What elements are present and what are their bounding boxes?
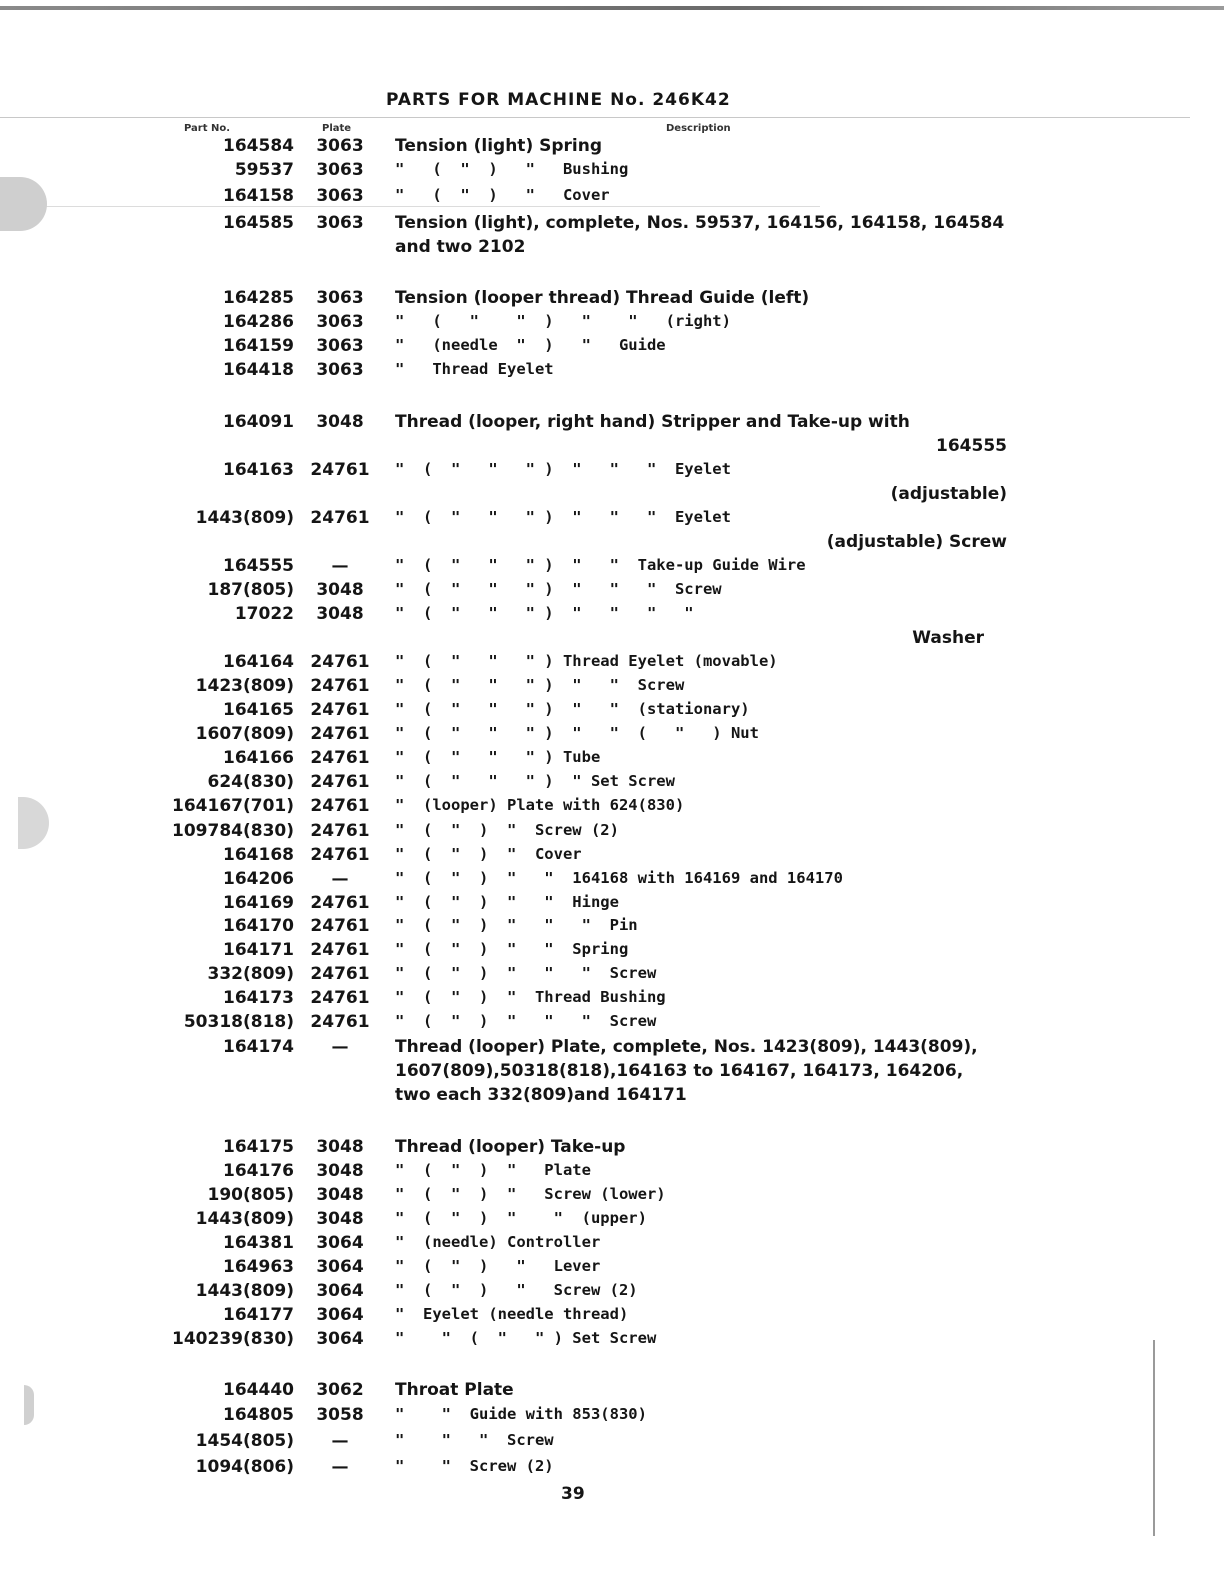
part-number: 1094(806)	[195, 1457, 294, 1477]
table-row	[0, 964, 1224, 988]
plate-number: 3063	[316, 360, 364, 380]
table-row	[0, 136, 1224, 160]
part-number: 1423(809)	[195, 676, 294, 696]
table-row	[0, 186, 1224, 210]
part-description: " " " Screw	[395, 1431, 554, 1449]
part-description: " ( " ) " " (upper)	[395, 1209, 647, 1227]
part-number: 164176	[223, 1161, 294, 1181]
part-number: 164585	[223, 213, 294, 233]
table-row	[0, 988, 1224, 1012]
part-description: " ( " ) " Screw (2)	[395, 1281, 638, 1299]
table-row	[0, 360, 1224, 384]
table-row	[0, 160, 1224, 184]
plate-number: 3063	[316, 213, 364, 233]
table-row	[0, 916, 1224, 940]
part-number: 59537	[234, 160, 294, 180]
table-row	[0, 1012, 1224, 1036]
part-description: " ( " " " ) Thread Eyelet (movable)	[395, 652, 778, 670]
part-number: 164285	[223, 288, 294, 308]
part-description: and two 2102	[395, 237, 526, 257]
table-row	[0, 628, 1224, 652]
part-number: 624(830)	[207, 772, 294, 792]
part-description: Thread (looper) Take-up	[395, 1137, 626, 1157]
table-row	[0, 1380, 1224, 1404]
part-description: " (needle " ) " Guide	[395, 336, 666, 354]
table-row	[0, 1405, 1224, 1429]
plate-number: 24761	[310, 652, 370, 672]
plate-number: 3064	[316, 1329, 364, 1349]
column-header-plate: Plate	[322, 123, 352, 134]
part-description: " " Screw (2)	[395, 1457, 554, 1475]
plate-number: 24761	[310, 676, 370, 696]
part-number: 50318(818)	[183, 1012, 294, 1032]
part-number: 164091	[223, 412, 294, 432]
part-description: two each 332(809)and 164171	[395, 1085, 687, 1105]
part-number: 164167(701)	[172, 796, 294, 816]
page-number: 39	[561, 1484, 585, 1504]
plate-number: 3062	[316, 1380, 364, 1400]
part-number: 1607(809)	[195, 724, 294, 744]
part-number: 164173	[223, 988, 294, 1008]
part-number: 187(805)	[207, 580, 294, 600]
table-row	[0, 1431, 1224, 1455]
table-row	[0, 213, 1224, 237]
table-row	[0, 869, 1224, 893]
part-number: 164805	[223, 1405, 294, 1425]
part-description: " ( " ) " " " Screw	[395, 1012, 657, 1030]
table-row	[0, 1457, 1224, 1481]
part-number: 164177	[223, 1305, 294, 1325]
plate-number: 24761	[310, 916, 370, 936]
plate-number: 24761	[310, 796, 370, 816]
plate-number: 24761	[310, 893, 370, 913]
part-description: " ( " ) " Screw (lower)	[395, 1185, 666, 1203]
part-number: 164166	[223, 748, 294, 768]
table-row	[0, 821, 1224, 845]
plate-number: 24761	[310, 821, 370, 841]
part-number: 109784(830)	[172, 821, 294, 841]
table-row	[0, 532, 1224, 556]
page-title: PARTS FOR MACHINE No. 246K42	[386, 90, 731, 110]
table-row	[0, 412, 1224, 436]
plate-number: 3064	[316, 1233, 364, 1253]
table-row	[0, 845, 1224, 869]
part-description: " ( " ) " Lever	[395, 1257, 601, 1275]
part-number: 17022	[234, 604, 294, 624]
part-number: 190(805)	[207, 1185, 294, 1205]
part-number: 164418	[223, 360, 294, 380]
plate-number: 3048	[316, 1209, 364, 1229]
plate-number: 3063	[316, 312, 364, 332]
part-description: " ( " ) " " " Screw	[395, 964, 657, 982]
part-number: 164963	[223, 1257, 294, 1277]
part-number: 164381	[223, 1233, 294, 1253]
part-number: 164555	[223, 556, 294, 576]
part-description: " ( " ) " " 164168 with 164169 and 164170	[395, 869, 843, 887]
plate-number: 3048	[316, 1161, 364, 1181]
part-description: (adjustable) Screw	[826, 532, 1007, 552]
column-header-description: Description	[666, 123, 731, 134]
plate-number: 3063	[316, 160, 364, 180]
plate-number: 24761	[310, 1012, 370, 1032]
part-description: " " Guide with 853(830)	[395, 1405, 647, 1423]
part-description: " ( " ) " " " Pin	[395, 916, 638, 934]
part-number: 164175	[223, 1137, 294, 1157]
part-description: " ( " " ) " " (right)	[395, 312, 731, 330]
part-description: " ( " " " ) " " (stationary)	[395, 700, 750, 718]
part-number: 140239(830)	[172, 1329, 294, 1349]
column-header-part: Part No.	[184, 123, 231, 134]
part-description: " ( " " " ) " " " Eyelet	[395, 508, 731, 526]
part-number: 1443(809)	[195, 1281, 294, 1301]
part-number: 164168	[223, 845, 294, 865]
table-row	[0, 1085, 1224, 1109]
part-number: 1443(809)	[195, 508, 294, 528]
plate-number: 3063	[316, 186, 364, 206]
header-rule	[0, 117, 1190, 118]
part-description: " " ( " " ) Set Screw	[395, 1329, 657, 1347]
part-description: Tension (looper thread) Thread Guide (left)	[395, 288, 810, 308]
plate-number: 3064	[316, 1257, 364, 1277]
part-description: Tension (light), complete, Nos. 59537, 164156, 164158, 164584	[395, 213, 1005, 233]
table-row	[0, 508, 1224, 532]
part-number: 164159	[223, 336, 294, 356]
part-description: " ( " ) " Screw (2)	[395, 821, 619, 839]
plate-number: —	[331, 1037, 349, 1057]
plate-number: 24761	[310, 724, 370, 744]
plate-number: 3063	[316, 288, 364, 308]
plate-number: 24761	[310, 460, 370, 480]
part-description: " ( " ) " " Hinge	[395, 893, 619, 911]
table-row	[0, 1185, 1224, 1209]
part-description: " ( " " " ) " " Screw	[395, 676, 685, 694]
table-row	[0, 1233, 1224, 1257]
part-number: 164440	[223, 1380, 294, 1400]
table-row	[0, 436, 1224, 460]
table-row	[0, 484, 1224, 508]
part-description: Washer	[912, 628, 984, 648]
part-number: 164169	[223, 893, 294, 913]
table-row	[0, 460, 1224, 484]
plate-number: —	[331, 1431, 349, 1451]
table-row	[0, 652, 1224, 676]
part-description: 164555	[936, 436, 1007, 456]
part-number: 164584	[223, 136, 294, 156]
part-description: " (looper) Plate with 624(830)	[395, 796, 685, 814]
table-row	[0, 604, 1224, 628]
part-number: 164158	[223, 186, 294, 206]
part-description: " ( " " " ) " " ( " ) Nut	[395, 724, 759, 742]
part-description: " ( " " " ) " " " Screw	[395, 580, 722, 598]
table-row	[0, 1281, 1224, 1305]
part-description: " ( " ) " Cover	[395, 845, 582, 863]
plate-number: —	[331, 1457, 349, 1477]
plate-number: —	[331, 556, 349, 576]
part-description: " Eyelet (needle thread)	[395, 1305, 629, 1323]
plate-number: 3064	[316, 1305, 364, 1325]
table-row	[0, 237, 1224, 261]
part-description: " ( " ) " " Spring	[395, 940, 629, 958]
plate-number: 3058	[316, 1405, 364, 1425]
plate-number: 3048	[316, 604, 364, 624]
plate-number: 3063	[316, 336, 364, 356]
table-row	[0, 288, 1224, 312]
table-row	[0, 893, 1224, 917]
part-number: 164171	[223, 940, 294, 960]
plate-number: 24761	[310, 748, 370, 768]
table-row	[0, 748, 1224, 772]
plate-number: 3063	[316, 136, 364, 156]
table-row	[0, 1209, 1224, 1233]
table-row	[0, 1061, 1224, 1085]
plate-number: 3048	[316, 412, 364, 432]
part-description: Thread (looper) Plate, complete, Nos. 1423(809), 1443(809),	[395, 1037, 978, 1057]
plate-number: 24761	[310, 700, 370, 720]
part-description: (adjustable)	[890, 484, 1007, 504]
part-description: Throat Plate	[395, 1380, 514, 1400]
table-row	[0, 1137, 1224, 1161]
part-description: " ( " ) " Bushing	[395, 160, 629, 178]
table-row	[0, 1329, 1224, 1353]
part-description: " ( " ) " Cover	[395, 186, 610, 204]
table-row	[0, 940, 1224, 964]
part-number: 164286	[223, 312, 294, 332]
plate-number: 24761	[310, 772, 370, 792]
table-row	[0, 700, 1224, 724]
plate-number: 24761	[310, 508, 370, 528]
part-number: 164165	[223, 700, 294, 720]
plate-number: —	[331, 869, 349, 889]
part-number: 164163	[223, 460, 294, 480]
table-row	[0, 772, 1224, 796]
table-row	[0, 1305, 1224, 1329]
part-description: " ( " " " ) " Set Screw	[395, 772, 675, 790]
part-number: 332(809)	[207, 964, 294, 984]
part-number: 164206	[223, 869, 294, 889]
table-row	[0, 1037, 1224, 1061]
table-row	[0, 580, 1224, 604]
table-row	[0, 676, 1224, 700]
part-number: 1443(809)	[195, 1209, 294, 1229]
part-description: Tension (light) Spring	[395, 136, 603, 156]
plate-number: 24761	[310, 940, 370, 960]
part-description: " ( " ) " Plate	[395, 1161, 591, 1179]
plate-number: 3048	[316, 580, 364, 600]
table-row	[0, 336, 1224, 360]
part-description: " ( " " " ) " " Take-up Guide Wire	[395, 556, 806, 574]
table-row	[0, 1161, 1224, 1185]
plate-number: 24761	[310, 845, 370, 865]
part-description: Thread (looper, right hand) Stripper and Take-up with	[395, 412, 910, 432]
part-number: 164170	[223, 916, 294, 936]
part-description: " ( " " " ) " " " "	[395, 604, 694, 622]
part-description: " Thread Eyelet	[395, 360, 554, 378]
plate-number: 24761	[310, 988, 370, 1008]
table-row	[0, 1257, 1224, 1281]
table-row	[0, 556, 1224, 580]
plate-number: 3064	[316, 1281, 364, 1301]
table-row	[0, 724, 1224, 748]
top-border-line	[0, 6, 1224, 10]
part-description: " ( " ) " Thread Bushing	[395, 988, 666, 1006]
part-number: 1454(805)	[195, 1431, 294, 1451]
part-description: " (needle) Controller	[395, 1233, 601, 1251]
part-number: 164174	[223, 1037, 294, 1057]
part-description: 1607(809),50318(818),164163 to 164167, 164173, 164206,	[395, 1061, 964, 1081]
plate-number: 3048	[316, 1185, 364, 1205]
part-description: " ( " " " ) " " " Eyelet	[395, 460, 731, 478]
table-row	[0, 312, 1224, 336]
plate-number: 24761	[310, 964, 370, 984]
table-row	[0, 796, 1224, 820]
part-description: " ( " " " ) Tube	[395, 748, 601, 766]
plate-number: 3048	[316, 1137, 364, 1157]
part-number: 164164	[223, 652, 294, 672]
